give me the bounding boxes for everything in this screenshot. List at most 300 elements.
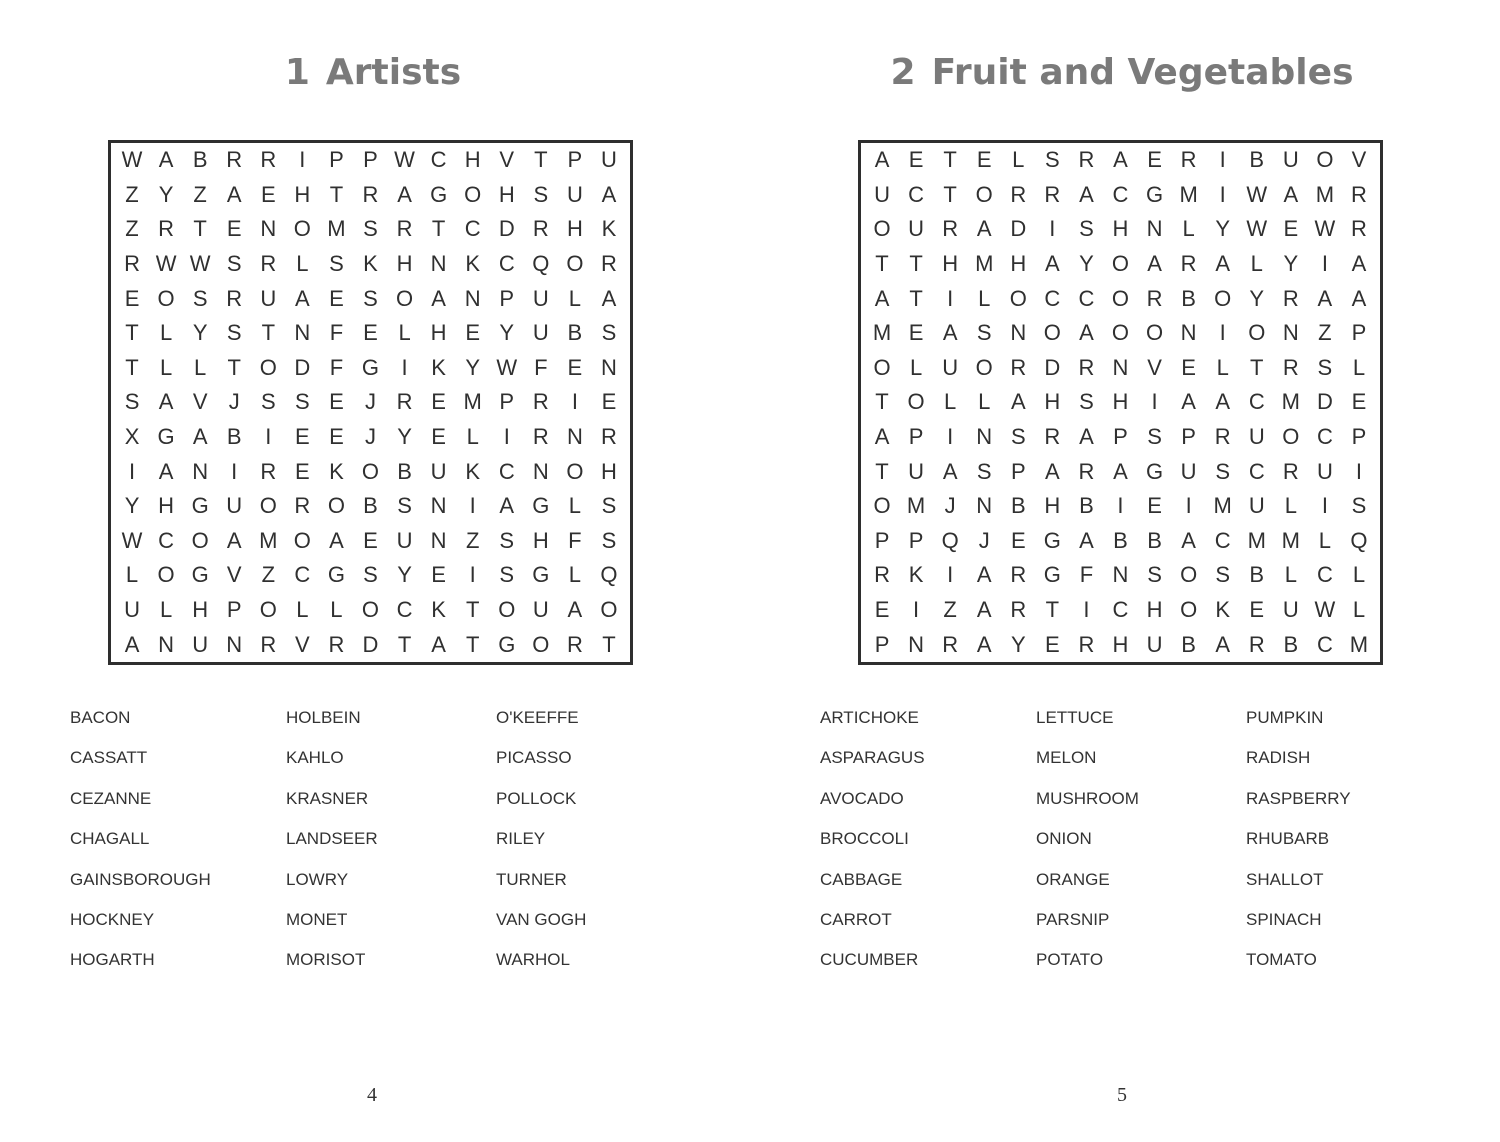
grid-letter: S bbox=[1079, 216, 1094, 242]
grid-letter: D bbox=[498, 216, 515, 242]
grid-letter: R bbox=[942, 631, 959, 657]
puzzle-title bbox=[0, 52, 748, 93]
grid-letter: G bbox=[191, 562, 209, 588]
grid-letter: O bbox=[873, 493, 891, 519]
grid-letter: T bbox=[1045, 597, 1060, 623]
grid-letter: W bbox=[121, 527, 143, 553]
grid-letter: U bbox=[260, 285, 277, 311]
grid-letter: A bbox=[192, 424, 208, 450]
puzzle-name: Artists bbox=[325, 52, 462, 93]
grid-letter: S bbox=[601, 493, 617, 519]
word-list-item: PARSNIP bbox=[1036, 910, 1110, 929]
grid-letter: C bbox=[430, 147, 447, 173]
grid-letter: A bbox=[1351, 285, 1367, 311]
grid-letter: O bbox=[464, 181, 482, 207]
grid-letter: C bbox=[396, 597, 413, 623]
grid-letter: H bbox=[1112, 216, 1129, 242]
grid-letter: H bbox=[1010, 251, 1027, 277]
grid-letter: A bbox=[1113, 458, 1128, 484]
grid-letter: F bbox=[568, 527, 582, 553]
grid-letter: H bbox=[192, 597, 209, 623]
grid-letter: O bbox=[1316, 147, 1334, 173]
grid-letter: S bbox=[329, 251, 344, 277]
grid-letter: O bbox=[396, 285, 414, 311]
grid-letter: Q bbox=[532, 251, 550, 277]
grid-letter: Y bbox=[499, 320, 515, 346]
grid-letter: I bbox=[1083, 597, 1090, 623]
grid-letter: I bbox=[231, 458, 238, 484]
word-list-item: RASPBERRY bbox=[1246, 788, 1351, 808]
grid-letter: F bbox=[329, 354, 344, 380]
grid-letter: S bbox=[1215, 562, 1231, 588]
grid-letter: S bbox=[1079, 389, 1094, 415]
grid-letter: A bbox=[1147, 251, 1162, 277]
word-list-item: ORANGE bbox=[1036, 869, 1110, 889]
grid-letter: U bbox=[532, 320, 549, 346]
grid-letter: S bbox=[1147, 424, 1162, 450]
grid-letter: S bbox=[397, 493, 412, 519]
word-list-item: ONION bbox=[1036, 829, 1092, 849]
grid-letter: O bbox=[975, 181, 993, 207]
grid-letter: B bbox=[1010, 493, 1026, 519]
grid-letter: J bbox=[364, 424, 376, 450]
grid-letter: W bbox=[121, 147, 143, 173]
grid-letter: N bbox=[260, 216, 277, 242]
grid-letter: O bbox=[361, 458, 380, 484]
grid-letter: R bbox=[1010, 181, 1027, 207]
grid-letter: L bbox=[1352, 354, 1366, 380]
grid-letter: Z bbox=[125, 216, 139, 242]
grid-letter: A bbox=[158, 458, 174, 484]
grid-letter: R bbox=[1044, 424, 1061, 450]
grid-letter: I bbox=[128, 458, 136, 484]
puzzle-name: Fruit and Vegetables bbox=[931, 52, 1354, 93]
grid-letter: L bbox=[1012, 147, 1025, 173]
grid-letter: L bbox=[909, 354, 923, 380]
word-list-item: MORISOT bbox=[286, 950, 366, 970]
grid-letter: U bbox=[192, 631, 209, 657]
grid-letter: R bbox=[260, 251, 277, 277]
grid-letter: C bbox=[1078, 285, 1095, 311]
grid-letter: A bbox=[295, 285, 310, 311]
grid-letter: R bbox=[1146, 285, 1163, 311]
word-list-item: VAN GOGH bbox=[496, 910, 587, 929]
grid-letter: O bbox=[1111, 285, 1130, 311]
grid-letter: D bbox=[362, 631, 379, 657]
grid-letter: L bbox=[296, 251, 309, 277]
grid-letter: Y bbox=[158, 181, 174, 207]
grid-letter: T bbox=[329, 181, 344, 207]
grid-letter: W bbox=[1246, 181, 1268, 207]
grid-letter: B bbox=[192, 147, 208, 173]
page-number: 5 bbox=[1117, 1084, 1127, 1106]
word-list-item: LETTUCE bbox=[1036, 708, 1114, 727]
grid-letter: L bbox=[125, 562, 139, 588]
grid-letter: U bbox=[566, 181, 583, 207]
grid-letter: C bbox=[1044, 285, 1061, 311]
grid-letter: G bbox=[498, 631, 516, 657]
grid-letter: K bbox=[363, 251, 378, 277]
word-list-item: SHALLOT bbox=[1246, 869, 1324, 889]
grid-letter: G bbox=[1146, 458, 1164, 484]
grid-letter: I bbox=[1049, 216, 1056, 242]
grid-letter: U bbox=[226, 493, 243, 519]
grid-letter: A bbox=[976, 562, 992, 588]
grid-letter: E bbox=[567, 354, 583, 380]
grid-letter: T bbox=[875, 389, 889, 415]
grid-letter: B bbox=[567, 320, 583, 346]
grid-letter: C bbox=[158, 527, 175, 553]
grid-letter: N bbox=[1010, 320, 1027, 346]
grid-letter: O bbox=[157, 285, 175, 311]
grid-letter: W bbox=[394, 147, 415, 173]
grid-letter: E bbox=[1147, 147, 1162, 173]
grid-letter: R bbox=[532, 424, 549, 450]
grid-letter: E bbox=[329, 285, 344, 311]
grid-letter: W bbox=[1314, 597, 1336, 623]
grid-letter: C bbox=[1112, 597, 1129, 623]
grid-letter: Z bbox=[465, 527, 480, 553]
grid-letter: G bbox=[430, 181, 448, 207]
grid-letter: O bbox=[566, 458, 584, 484]
grid-letter: N bbox=[1282, 320, 1299, 346]
grid-letter: S bbox=[363, 216, 378, 242]
grid-letter: K bbox=[465, 251, 481, 277]
grid-letter: E bbox=[976, 147, 992, 173]
grid-letter: M bbox=[872, 320, 892, 346]
grid-letter: A bbox=[1351, 251, 1367, 277]
grid-letter: Z bbox=[943, 597, 957, 623]
grid-letter: H bbox=[158, 493, 175, 519]
grid-letter: C bbox=[498, 458, 515, 484]
grid-letter: A bbox=[874, 285, 890, 311]
grid-letter: P bbox=[1351, 424, 1367, 450]
grid-letter: C bbox=[294, 562, 311, 588]
grid-letter: A bbox=[1283, 181, 1299, 207]
word-list-item: TURNER bbox=[496, 869, 567, 889]
grid-letter: U bbox=[1248, 424, 1265, 450]
grid-letter: N bbox=[566, 424, 583, 450]
grid-letter: U bbox=[942, 354, 959, 380]
grid-letter: L bbox=[568, 285, 582, 311]
puzzle-title bbox=[747, 52, 1497, 93]
grid-letter: A bbox=[431, 631, 446, 657]
grid-letter: X bbox=[124, 424, 140, 450]
grid-letter: N bbox=[464, 285, 481, 311]
grid-letter: S bbox=[1317, 354, 1333, 380]
grid-letter: D bbox=[1044, 354, 1061, 380]
grid-letter: N bbox=[158, 631, 175, 657]
grid-letter: R bbox=[1214, 424, 1231, 450]
grid-letter: O bbox=[361, 597, 380, 623]
word-list-item: RADISH bbox=[1246, 748, 1311, 768]
grid-letter: A bbox=[567, 597, 583, 623]
grid-letter: S bbox=[124, 389, 140, 415]
grid-letter: T bbox=[943, 147, 957, 173]
grid-letter: R bbox=[1044, 181, 1061, 207]
grid-letter: B bbox=[226, 424, 242, 450]
word-list-item: PUMPKIN bbox=[1246, 708, 1324, 727]
grid-letter: R bbox=[124, 251, 140, 277]
grid-letter: Q bbox=[1350, 527, 1368, 553]
grid-letter: C bbox=[498, 251, 515, 277]
grid-letter: M bbox=[1315, 181, 1335, 207]
grid-letter: L bbox=[1318, 527, 1332, 553]
grid-letter: T bbox=[909, 285, 923, 311]
grid-letter: H bbox=[1112, 631, 1129, 657]
grid-letter: I bbox=[913, 597, 920, 623]
grid-letter: T bbox=[227, 354, 241, 380]
grid-letter: S bbox=[260, 389, 276, 415]
grid-letter: W bbox=[189, 251, 211, 277]
grid-letter: A bbox=[431, 285, 446, 311]
grid-letter: Y bbox=[1249, 285, 1265, 311]
grid-letter: O bbox=[1146, 320, 1164, 346]
grid-letter: H bbox=[566, 216, 583, 242]
grid-letter: I bbox=[947, 562, 954, 588]
grid-letter: N bbox=[976, 493, 993, 519]
grid-letter: R bbox=[260, 631, 277, 657]
grid-letter: A bbox=[942, 458, 958, 484]
word-list-item: MELON bbox=[1036, 748, 1097, 768]
grid-letter: P bbox=[1351, 320, 1367, 346]
word-list-item: HOGARTH bbox=[70, 950, 155, 970]
grid-letter: E bbox=[295, 458, 310, 484]
grid-letter: T bbox=[909, 251, 923, 277]
grid-letter: R bbox=[532, 389, 549, 415]
grid-letter: A bbox=[1317, 285, 1333, 311]
grid-letter: U bbox=[396, 527, 413, 553]
grid-letter: N bbox=[1180, 320, 1197, 346]
grid-letter: Y bbox=[1283, 251, 1299, 277]
grid-letter: G bbox=[327, 562, 345, 588]
word-list-item: LOWRY bbox=[286, 869, 349, 889]
grid-letter: O bbox=[157, 562, 175, 588]
grid-letter: I bbox=[1219, 181, 1226, 207]
grid-letter: M bbox=[1281, 527, 1300, 553]
grid-letter: H bbox=[532, 527, 549, 553]
grid-letter: T bbox=[602, 631, 616, 657]
grid-letter: M bbox=[1179, 181, 1198, 207]
grid-letter: R bbox=[601, 424, 617, 450]
grid-letter: R bbox=[1180, 251, 1197, 277]
grid-letter: A bbox=[226, 181, 242, 207]
grid-letter: N bbox=[601, 354, 617, 380]
grid-letter: A bbox=[158, 389, 174, 415]
grid-letter: M bbox=[327, 216, 346, 242]
grid-letter: S bbox=[295, 389, 310, 415]
grid-letter: W bbox=[1314, 216, 1336, 242]
word-list-item: CUCUMBER bbox=[820, 950, 919, 970]
grid-letter: O bbox=[293, 216, 311, 242]
grid-letter: E bbox=[363, 320, 378, 346]
grid-letter: B bbox=[1079, 493, 1094, 519]
grid-letter: V bbox=[1351, 147, 1367, 173]
grid-letter: J bbox=[228, 389, 240, 415]
word-list-item: PICASSO bbox=[496, 748, 572, 768]
grid-letter: A bbox=[226, 527, 242, 553]
grid-letter: Z bbox=[261, 562, 276, 588]
grid-letter: G bbox=[1043, 562, 1061, 588]
grid-letter: P bbox=[499, 389, 515, 415]
grid-letter: T bbox=[534, 147, 548, 173]
grid-letter: R bbox=[1078, 631, 1095, 657]
grid-letter: G bbox=[532, 493, 550, 519]
grid-letter: C bbox=[1248, 389, 1265, 415]
grid-letter: Y bbox=[1079, 251, 1094, 277]
grid-letter: R bbox=[1282, 354, 1299, 380]
word-list-item: BROCCOLI bbox=[820, 829, 909, 849]
grid-letter: F bbox=[534, 354, 548, 380]
grid-letter: G bbox=[191, 493, 209, 519]
grid-letter: T bbox=[397, 631, 412, 657]
grid-letter: Z bbox=[1318, 320, 1332, 346]
grid-letter: O bbox=[600, 597, 618, 623]
grid-letter: C bbox=[1248, 458, 1265, 484]
grid-letter: N bbox=[430, 527, 447, 553]
grid-letter: O bbox=[907, 389, 925, 415]
grid-letter: H bbox=[1044, 493, 1061, 519]
grid-letter: L bbox=[1250, 251, 1263, 277]
grid-letter: E bbox=[908, 320, 924, 346]
word-list-item: POTATO bbox=[1036, 950, 1104, 970]
grid-letter: L bbox=[296, 597, 309, 623]
page-number: 4 bbox=[367, 1084, 377, 1106]
grid-letter: P bbox=[874, 631, 890, 657]
grid-letter: A bbox=[124, 631, 140, 657]
grid-letter: R bbox=[362, 181, 379, 207]
grid-letter: A bbox=[601, 285, 617, 311]
grid-letter: P bbox=[908, 527, 924, 553]
grid-letter: M bbox=[906, 493, 926, 519]
grid-letter: I bbox=[469, 493, 476, 519]
grid-letter: T bbox=[875, 251, 889, 277]
grid-letter: T bbox=[875, 458, 889, 484]
grid-letter: A bbox=[601, 181, 617, 207]
word-list-item: KRASNER bbox=[286, 788, 369, 808]
grid-letter: E bbox=[1147, 493, 1162, 519]
word-list-item: MONET bbox=[286, 910, 348, 929]
grid-letter: C bbox=[1214, 527, 1231, 553]
grid-letter: L bbox=[978, 389, 991, 415]
grid-letter: G bbox=[532, 562, 550, 588]
grid-letter: H bbox=[1112, 389, 1129, 415]
grid-letter: P bbox=[363, 147, 378, 173]
grid-letter: O bbox=[191, 527, 209, 553]
grid-letter: H bbox=[1146, 597, 1163, 623]
grid-letter: R bbox=[1078, 458, 1095, 484]
grid-letter: L bbox=[1284, 562, 1297, 588]
word-list-item: O'KEEFFE bbox=[496, 708, 579, 727]
grid-letter: L bbox=[1352, 597, 1366, 623]
grid-letter: L bbox=[568, 493, 582, 519]
grid-letter: P bbox=[499, 285, 515, 311]
grid-letter: R bbox=[158, 216, 175, 242]
grid-letter: R bbox=[1010, 562, 1027, 588]
grid-letter: A bbox=[158, 147, 174, 173]
grid-letter: C bbox=[1316, 562, 1333, 588]
grid-letter: U bbox=[1180, 458, 1197, 484]
word-list-item: MUSHROOM bbox=[1036, 788, 1139, 808]
grid-letter: W bbox=[1246, 216, 1268, 242]
grid-letter: S bbox=[601, 320, 617, 346]
grid-letter: S bbox=[363, 285, 378, 311]
grid-letter: O bbox=[873, 216, 891, 242]
grid-letter: D bbox=[1316, 389, 1333, 415]
grid-letter: H bbox=[1044, 389, 1061, 415]
grid-letter: A bbox=[976, 216, 992, 242]
grid-letter: A bbox=[874, 424, 890, 450]
letter-grid bbox=[108, 140, 633, 665]
grid-letter: R bbox=[1351, 181, 1367, 207]
grid-letter: L bbox=[568, 562, 582, 588]
grid-letter: U bbox=[1316, 458, 1333, 484]
grid-letter: Z bbox=[125, 181, 139, 207]
word-list bbox=[0, 708, 750, 1008]
grid-letter: B bbox=[363, 493, 378, 519]
grid-letter: N bbox=[294, 320, 311, 346]
grid-letter: A bbox=[1045, 251, 1060, 277]
grid-letter: I bbox=[401, 354, 408, 380]
grid-letter: U bbox=[124, 597, 140, 623]
grid-letter: O bbox=[1180, 562, 1198, 588]
grid-letter: U bbox=[1146, 631, 1163, 657]
grid-letter: O bbox=[1282, 424, 1300, 450]
word-list-item: KAHLO bbox=[286, 748, 344, 768]
grid-letter: L bbox=[944, 389, 957, 415]
grid-letter: R bbox=[260, 458, 277, 484]
grid-letter: J bbox=[364, 389, 376, 415]
grid-letter: O bbox=[1248, 320, 1266, 346]
grid-letter: E bbox=[1249, 597, 1265, 623]
grid-letter: A bbox=[976, 597, 992, 623]
grid-letter: O bbox=[327, 493, 345, 519]
grid-letter: T bbox=[465, 631, 480, 657]
right-page bbox=[750, 0, 1500, 1142]
grid-letter: A bbox=[1079, 320, 1094, 346]
grid-letter: S bbox=[601, 527, 617, 553]
grid-letter: U bbox=[532, 597, 549, 623]
grid-letter: L bbox=[330, 597, 343, 623]
grid-letter: N bbox=[1112, 562, 1129, 588]
grid-letter: R bbox=[294, 493, 311, 519]
grid-letter: O bbox=[532, 631, 550, 657]
grid-letter: D bbox=[1010, 216, 1027, 242]
grid-letter: O bbox=[259, 354, 277, 380]
grid-letter: L bbox=[159, 354, 173, 380]
grid-letter: A bbox=[874, 147, 890, 173]
grid-letter: E bbox=[1181, 354, 1196, 380]
grid-letter: O bbox=[498, 597, 516, 623]
grid-letter: F bbox=[1079, 562, 1094, 588]
grid-letter: I bbox=[469, 562, 476, 588]
grid-letter: C bbox=[908, 181, 925, 207]
grid-letter: E bbox=[908, 147, 924, 173]
grid-letter: K bbox=[601, 216, 617, 242]
grid-letter: O bbox=[1180, 597, 1198, 623]
grid-letter: E bbox=[431, 562, 446, 588]
grid-letter: I bbox=[947, 424, 954, 450]
grid-letter: Z bbox=[193, 181, 207, 207]
grid-letter: P bbox=[1113, 424, 1128, 450]
grid-letter: S bbox=[976, 320, 992, 346]
grid-letter: I bbox=[299, 147, 306, 173]
grid-letter: O bbox=[975, 354, 993, 380]
grid-letter: L bbox=[159, 320, 173, 346]
grid-letter: R bbox=[1282, 285, 1299, 311]
grid-letter: M bbox=[1349, 631, 1369, 657]
grid-letter: K bbox=[465, 458, 481, 484]
